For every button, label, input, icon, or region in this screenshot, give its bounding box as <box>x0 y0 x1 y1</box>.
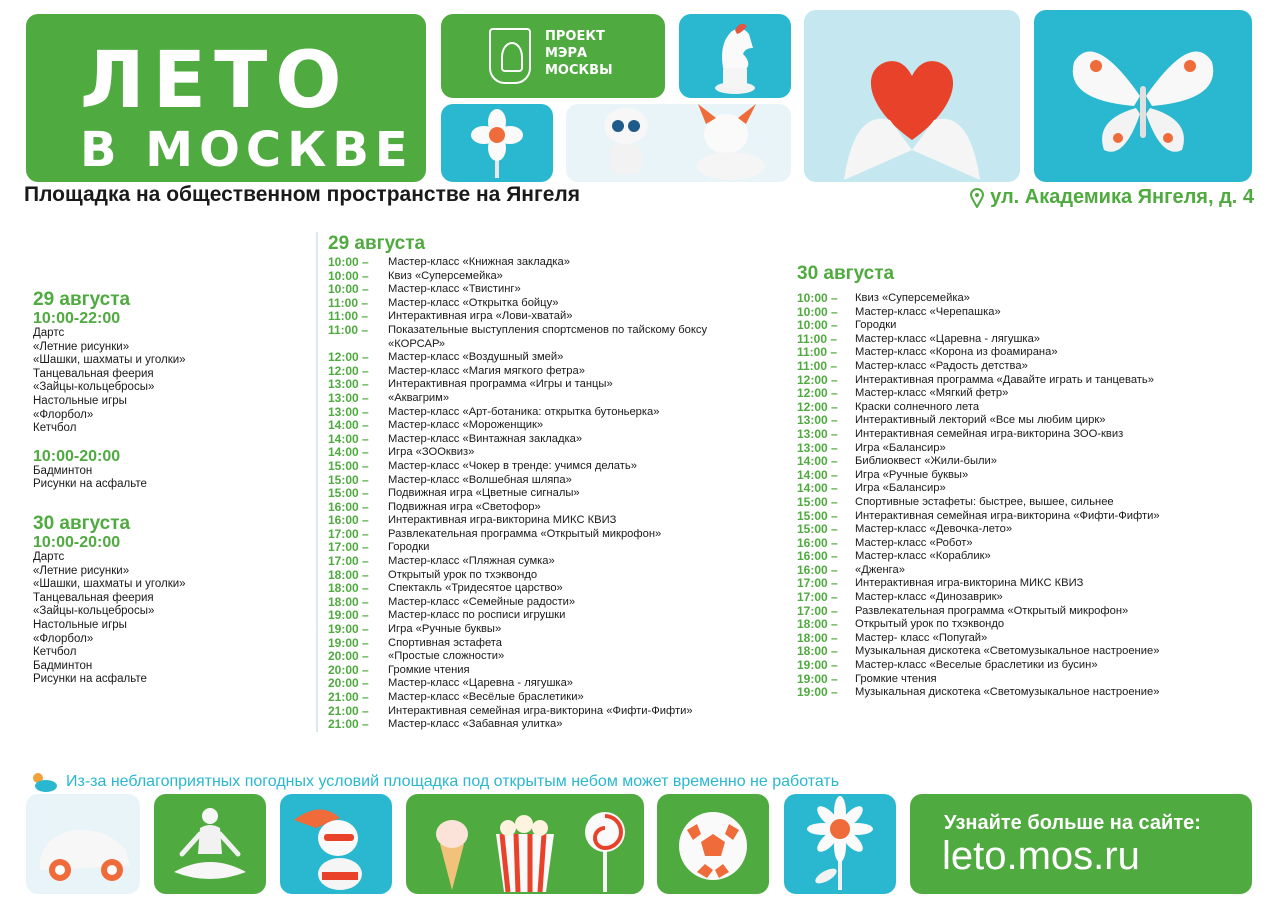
butterfly-icon <box>1034 10 1252 182</box>
robot-dog-icon <box>566 104 791 182</box>
ball-tile <box>657 794 769 894</box>
mayor-line2: МЭРА <box>545 46 588 61</box>
event-title: Громкие чтения <box>855 672 937 685</box>
toy-car-icon <box>26 794 140 894</box>
activity-item: Дартс <box>33 550 65 563</box>
activity-item: Танцевальная феерия <box>33 367 154 380</box>
cat-icon <box>280 794 392 894</box>
activity-item: Настольные игры <box>33 618 127 631</box>
schedule-row <box>328 514 756 528</box>
robot-dog-tile <box>566 104 791 182</box>
event-time: 17:00 – <box>328 526 369 541</box>
activity-item: Кетчбол <box>33 646 77 659</box>
venue-title: Площадка на общественном пространстве на Янгеля <box>24 183 580 206</box>
schedule-row <box>797 618 1247 632</box>
time-range: 10:00-20:00 <box>33 533 121 551</box>
schedule-row <box>797 510 1247 524</box>
event-time: 13:00 – <box>797 426 838 441</box>
event-time: 16:00 – <box>328 499 369 514</box>
sweets-tile <box>406 794 644 894</box>
site-promo-tile[interactable] <box>910 794 1252 894</box>
schedule-row <box>328 677 756 691</box>
event-time: 11:00 – <box>797 345 838 360</box>
event-title: Интерактивная программа «Давайте играть и танцевать» <box>855 373 1154 386</box>
schedule-30-august <box>797 262 1247 700</box>
flower-tile <box>441 104 553 182</box>
event-title: Библиоквест «Жили-были» <box>855 455 998 468</box>
schedule-row <box>328 569 756 583</box>
address-text: ул. Академика Янгеля, д. 4 <box>990 186 1254 208</box>
event-time: 10:00 – <box>328 255 369 269</box>
heart-icon <box>804 10 1020 182</box>
mayor-project-tile <box>441 14 665 98</box>
event-title: Мастер-класс «Мягкий фетр» <box>855 387 1009 400</box>
schedule-row <box>797 292 1247 306</box>
event-time: 15:00 – <box>797 494 838 509</box>
event-time: 17:00 – <box>797 576 838 591</box>
event-time: 17:00 – <box>797 590 838 605</box>
schedule-row <box>328 446 756 460</box>
schedule-row <box>328 310 756 324</box>
schedule-row <box>797 523 1247 537</box>
schedule-row <box>328 623 756 637</box>
event-time: 14:00 – <box>328 431 369 446</box>
logo-tile <box>26 14 426 182</box>
schedule-row <box>328 392 756 406</box>
event-title: Интерактивная программа «Игры и танцы» <box>388 378 613 391</box>
schedule-row <box>797 564 1247 578</box>
event-time: 14:00 – <box>328 445 369 460</box>
event-time: 19:00 – <box>328 608 369 623</box>
event-time: 14:00 – <box>797 454 838 469</box>
event-time: 10:00 – <box>797 291 838 305</box>
event-title: Музыкальная дискотека «Светомузыкальное настроение» <box>855 686 1160 699</box>
event-time: 14:00 – <box>328 418 369 433</box>
event-time: 11:00 – <box>328 322 369 337</box>
all-day-heading: 30 августа <box>33 512 131 534</box>
event-title: Мастер-класс «Арт-ботаника: открытка бутоньерка» <box>388 405 660 418</box>
event-title: Мастер-класс «Радость детства» <box>855 359 1028 372</box>
event-time: 10:00 – <box>328 268 369 283</box>
event-title: Развлекательная программа «Открытый микрофон» <box>855 604 1129 617</box>
schedule-row <box>797 591 1247 605</box>
event-time: 13:00 – <box>797 413 838 428</box>
daisy-tile <box>784 794 896 894</box>
schedule-row <box>797 482 1247 496</box>
schedule-row <box>328 433 756 447</box>
schedule-row <box>328 541 756 555</box>
schedule-row <box>328 637 756 651</box>
activity-item: Бадминтон <box>33 464 93 477</box>
activity-item: «Шашки, шахматы и уголки» <box>33 578 186 591</box>
event-title: Музыкальная дискотека «Светомузыкальное настроение» <box>855 645 1160 658</box>
event-time: 10:00 – <box>328 282 369 297</box>
event-title: Интерактивная игра «Лови-хватай» <box>388 310 573 323</box>
crest-icon <box>489 28 531 84</box>
schedule-row <box>797 387 1247 401</box>
event-time: 17:00 – <box>328 554 369 569</box>
schedule-row <box>797 673 1247 687</box>
event-time: 14:00 – <box>797 467 838 482</box>
schedule-row <box>328 256 756 270</box>
schedule-row <box>328 664 756 678</box>
schedule-row <box>797 414 1247 428</box>
schedule-row <box>797 577 1247 591</box>
schedule-29-august <box>316 232 756 732</box>
event-title: Мастер-класс «Робот» <box>855 536 973 549</box>
event-title: Интерактивная семейная игра-викторина «Фифти-Фифти» <box>388 704 693 717</box>
event-title: Мастер-класс «Царевна - лягушка» <box>855 332 1041 345</box>
schedule-row <box>328 596 756 610</box>
event-title: Спортивные эстафеты: быстрее, вышее, сильнее <box>855 495 1114 508</box>
event-time: 12:00 – <box>328 363 369 378</box>
sweets-icon <box>406 794 644 894</box>
event-title: Мастер-класс «Твистинг» <box>388 283 521 296</box>
event-time: 18:00 – <box>797 630 838 645</box>
event-title: Мастер-класс «Семейные радости» <box>388 595 576 608</box>
event-title: Мастер-класс «Забавная улитка» <box>388 718 563 731</box>
schedule-row <box>328 419 756 433</box>
event-title: Игра «Ручные буквы» <box>388 623 502 636</box>
event-title: Интерактивная игра-викторина МИКС КВИЗ <box>855 577 1084 590</box>
schedule-29-rows <box>328 256 756 732</box>
site-promo-text: Узнайте больше на сайте: <box>944 812 1201 834</box>
event-time: 18:00 – <box>797 617 838 632</box>
all-day-activities <box>33 290 303 687</box>
event-title: Открытый урок по тхэквондо <box>855 618 1005 631</box>
event-title: Мастер-класс «Открытка бойцу» <box>388 296 559 309</box>
pin-icon <box>970 188 984 208</box>
weather-note <box>30 772 839 792</box>
event-title: Спектакль «Тридесятое царство» <box>388 582 563 595</box>
all-day-heading: 29 августа <box>33 289 131 310</box>
event-time: 16:00 – <box>797 535 838 550</box>
activity-item: Кетчбол <box>33 422 77 435</box>
schedule-row <box>328 705 756 719</box>
event-title: Подвижная игра «Светофор» <box>388 500 541 513</box>
activity-item: Танцевальная феерия <box>33 591 154 604</box>
weather-note-text: Из-за неблагоприятных погодных условий площадка под открытым небом может временно не работать <box>66 773 840 790</box>
mayor-project-text <box>545 28 613 79</box>
event-title: Мастер-класс «Черепашка» <box>855 305 1001 318</box>
site-url-link[interactable]: leto.mos.ru <box>942 834 1140 878</box>
event-time: 13:00 – <box>328 404 369 419</box>
event-title: Мастер-класс «Волшебная шляпа» <box>388 473 572 486</box>
schedule-row <box>328 460 756 474</box>
schedule-row <box>328 406 756 420</box>
event-time: 16:00 – <box>797 549 838 564</box>
event-title: Мастер-класс «Чокер в тренде: учимся делать» <box>388 459 637 472</box>
schedule-30-day: 30 августа <box>797 263 895 284</box>
activity-item: Рисунки на асфальте <box>33 673 147 686</box>
event-title: Игра «Балансир» <box>855 441 946 454</box>
event-time: 17:00 – <box>797 603 838 618</box>
schedule-row <box>328 718 756 732</box>
schedule-row <box>797 537 1247 551</box>
schedule-row <box>797 632 1247 646</box>
schedule-row <box>797 550 1247 564</box>
schedule-30-rows <box>797 292 1247 700</box>
event-time: 16:00 – <box>328 513 369 528</box>
mayor-line3: МОСКВЫ <box>545 63 613 78</box>
event-title: Мастер-класс «Весёлые браслетики» <box>388 691 584 703</box>
schedule-row <box>797 374 1247 388</box>
event-title: Мастер-класс «Веселые браслетики из бусин» <box>855 659 1098 672</box>
event-time: 12:00 – <box>797 386 838 401</box>
schedule-row <box>328 324 756 351</box>
schedule-row <box>328 270 756 284</box>
event-time: 15:00 – <box>328 472 369 487</box>
event-time: 18:00 – <box>328 594 369 609</box>
yoga-figure-icon <box>154 794 266 894</box>
event-time: 13:00 – <box>328 390 369 405</box>
activity-item: «Флорбол» <box>33 408 94 421</box>
event-title: Игра «Ручные буквы» <box>855 468 969 481</box>
event-title: Мастер-класс по росписи игрушки <box>388 609 566 622</box>
event-time: 17:00 – <box>328 540 369 555</box>
event-title: Мастер-класс «Винтажная закладка» <box>388 432 583 445</box>
activity-item: «Летние рисунки» <box>33 564 130 577</box>
schedule-row <box>797 496 1247 510</box>
schedule-row <box>797 659 1247 673</box>
event-time: 13:00 – <box>797 440 838 455</box>
butterfly-tile <box>1034 10 1252 182</box>
event-time: 20:00 – <box>328 649 369 664</box>
event-time: 21:00 – <box>328 717 369 732</box>
schedule-row <box>797 645 1247 659</box>
event-title: Мастер-класс «Магия мягкого фетра» <box>388 364 585 377</box>
schedule-row <box>797 360 1247 374</box>
schedule-row <box>797 306 1247 320</box>
schedule-row <box>328 650 756 664</box>
event-time: 14:00 – <box>797 481 838 496</box>
event-time: 11:00 – <box>797 331 838 346</box>
soccer-ball-icon <box>657 794 769 894</box>
heart-hands-tile <box>804 10 1020 182</box>
schedule-row <box>797 605 1247 619</box>
daisy-icon <box>784 794 896 894</box>
activity-item: Дартс <box>33 327 65 339</box>
schedule-row <box>328 528 756 542</box>
event-time: 15:00 – <box>797 522 838 537</box>
event-title: Мастер-класс «Царевна - лягушка» <box>388 677 574 690</box>
event-time: 15:00 – <box>328 458 369 473</box>
event-time: 21:00 – <box>328 690 369 704</box>
schedule-row <box>797 319 1247 333</box>
event-time: 16:00 – <box>797 562 838 577</box>
yoga-tile <box>154 794 266 894</box>
event-title: Мастер-класс «Корона из фоамирана» <box>855 346 1058 359</box>
schedule-row <box>328 351 756 365</box>
event-title: Мастер-класс «Девочка-лето» <box>855 523 1013 536</box>
chess-knight-icon <box>679 14 791 98</box>
event-title: Открытый урок по тхэквондо <box>388 568 538 581</box>
schedule-row <box>328 501 756 515</box>
event-title: «Аквагрим» <box>388 391 450 404</box>
mayor-line1: ПРОЕКТ <box>545 29 605 44</box>
event-time: 19:00 – <box>797 658 838 673</box>
event-title: Мастер-класс «Книжная закладка» <box>388 256 570 268</box>
event-title: Мастер-класс «Кораблик» <box>855 550 991 563</box>
event-time: 18:00 – <box>328 581 369 596</box>
schedule-row <box>797 346 1247 360</box>
event-title: Интерактивная семейная игра-викторина ЗОО-квиз <box>855 427 1124 440</box>
event-title: Игра «ЗООквиз» <box>388 446 475 459</box>
schedule-row <box>797 428 1247 442</box>
logo-line1: ЛЕТО <box>80 36 350 126</box>
time-range: 10:00-20:00 <box>33 447 121 465</box>
event-time: 15:00 – <box>797 508 838 523</box>
event-time: 18:00 – <box>797 644 838 659</box>
schedule-row <box>797 686 1247 700</box>
event-title: Мастер- класс «Попугай» <box>855 631 988 644</box>
event-title: Интерактивная игра-викторина МИКС КВИЗ <box>388 514 617 527</box>
event-time: 12:00 – <box>328 350 369 365</box>
schedule-row <box>328 487 756 501</box>
event-time: 20:00 – <box>328 676 369 691</box>
event-title: Громкие чтения <box>388 663 470 676</box>
event-title: «Дженга» <box>855 563 905 576</box>
event-title: Показательные выступления спортсменов по тайскому боксу «КОРСАР» <box>388 323 708 350</box>
event-title: «Простые сложности» <box>388 650 505 663</box>
event-title: Городки <box>855 319 897 332</box>
activity-item: «Зайцы-кольцебросы» <box>33 605 155 618</box>
activity-item: Бадминтон <box>33 659 93 672</box>
address <box>970 186 1254 209</box>
schedule-row <box>797 333 1247 347</box>
schedule-29-day: 29 августа <box>328 233 426 254</box>
activity-item: «Шашки, шахматы и уголки» <box>33 354 186 367</box>
event-title: Квиз «Суперсемейка» <box>855 292 970 304</box>
event-title: Мастер-класс «Мороженщик» <box>388 419 544 432</box>
event-title: Подвижная игра «Цветные сигналы» <box>388 487 580 500</box>
schedule-row <box>328 582 756 596</box>
activity-item: «Флорбол» <box>33 632 94 645</box>
event-title: Развлекательная программа «Открытый микрофон» <box>388 527 662 540</box>
schedule-row <box>328 297 756 311</box>
activity-item: Рисунки на асфальте <box>33 478 147 491</box>
time-range: 10:00-22:00 <box>33 310 121 327</box>
schedule-row <box>328 283 756 297</box>
event-title: Игра «Балансир» <box>855 482 946 495</box>
event-time: 19:00 – <box>328 635 369 650</box>
event-title: Спортивная эстафета <box>388 636 503 649</box>
event-time: 15:00 – <box>328 486 369 501</box>
event-title: Мастер-класс «Воздушный змей» <box>388 351 564 364</box>
event-time: 11:00 – <box>328 295 369 310</box>
event-time: 12:00 – <box>797 372 838 387</box>
activity-item: Настольные игры <box>33 394 127 407</box>
schedule-row <box>797 401 1247 415</box>
event-title: Интерактивная семейная игра-викторина «Фифти-Фифти» <box>855 509 1160 522</box>
event-time: 12:00 – <box>797 399 838 414</box>
schedule-row <box>797 469 1247 483</box>
schedule-row <box>797 442 1247 456</box>
event-time: 19:00 – <box>797 685 838 700</box>
event-time: 10:00 – <box>797 304 838 319</box>
event-time: 18:00 – <box>328 567 369 582</box>
activity-item: «Летние рисунки» <box>33 340 130 353</box>
event-title: Мастер-класс «Динозаврик» <box>855 591 1003 604</box>
schedule-row <box>797 455 1247 469</box>
event-title: Краски солнечного лета <box>855 400 980 413</box>
toy-car-tile <box>26 794 140 894</box>
schedule-row <box>328 378 756 392</box>
event-time: 11:00 – <box>797 358 838 373</box>
event-title: Квиз «Суперсемейка» <box>388 269 503 282</box>
schedule-row <box>328 555 756 569</box>
event-title: Мастер-класс «Пляжная сумка» <box>388 555 555 568</box>
logo-line2: В МОСКВЕ <box>80 122 414 178</box>
schedule-row <box>328 609 756 623</box>
cloud-icon <box>30 772 58 792</box>
schedule-row <box>328 474 756 488</box>
event-title: Интерактивный лекторий «Все мы любим цирк» <box>855 414 1106 427</box>
flower-icon <box>441 104 553 182</box>
schedule-row <box>328 365 756 379</box>
chess-knight-tile <box>679 14 791 98</box>
event-time: 19:00 – <box>797 671 838 686</box>
event-time: 19:00 – <box>328 622 369 637</box>
event-time: 20:00 – <box>328 662 369 677</box>
event-title: Городки <box>388 541 430 554</box>
schedule-row <box>328 691 756 705</box>
event-time: 10:00 – <box>797 318 838 333</box>
cat-tile <box>280 794 392 894</box>
event-time: 13:00 – <box>328 377 369 392</box>
activity-item: «Зайцы-кольцебросы» <box>33 381 155 394</box>
event-time: 21:00 – <box>328 703 369 718</box>
event-time: 11:00 – <box>328 309 369 324</box>
